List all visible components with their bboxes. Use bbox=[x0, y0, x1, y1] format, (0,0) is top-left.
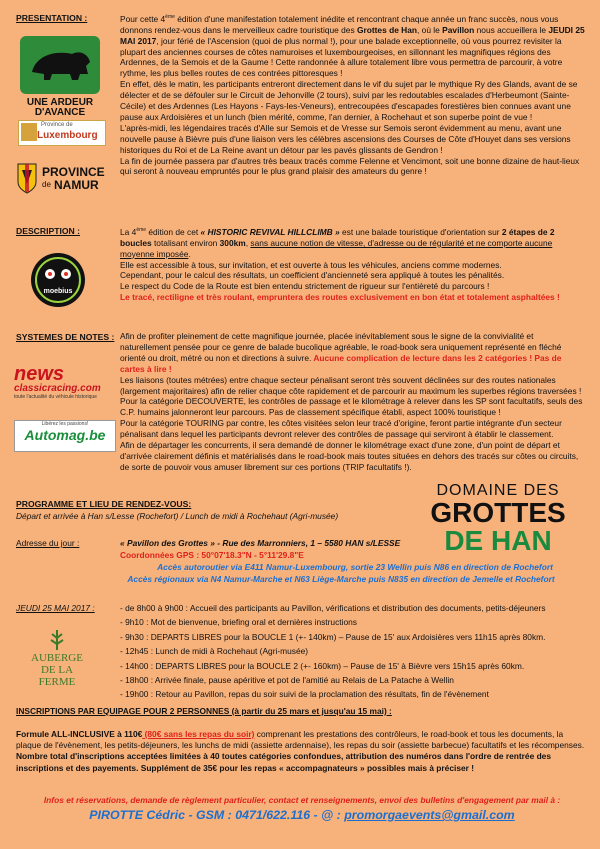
schedule-item: - de 8h00 à 9h00 : Accueil des participants au Pavillon, vérifications et distribution des documents, petits-déjeuners bbox=[120, 603, 546, 613]
presentation-text: Pour cette 4ème édition d'une manifestation totalement inédite et rencontrant chaque année un franc succès, nous vous donnons rendez-vous dans le merveilleux cadre touristique des Grottes de Han, où le Pavillon nous accueillera le JEUDI 25 MAI 2017, jour férié de l'Ascension (quoi de plus normal !), pour une balade exceptionnelle, où vous pourrez revisiter la plupart des anciennes courses de côtes namuroises et luxembourgeoises, en sillonnant les magnifiques régions des Ardennes, de la Semois et de la Gaume ! Cette randonnée à allure totalement libre vous permettra de parcourir, à votre rythme, les plus belles routes de ces contrées pittoresques ! En effet, dès le matin, les participants entreront directement dans le vif du sujet par le mythique Ry des Glands, avant de se délecter et de se défouler sur le Circuit de Jehonville (2 tours), suivi par les redoutables escalades d'Herbeumont (Sainte-Cécile) et des Ardennes (Les Hayons - Fays-les-Veneurs), entrecoupées d'escapades forestières bien connues avant une pause aux Ardoisières et un lunch (bien mérité, comme, l'an dernier, à Rochehaut et son superbe point de vue ! L'après-midi, les légendaires tracés d'Alle sur Semois et de Vresse sur Semois seront évidemment au menu, avant une nouvelle pause à Bièvre puis d'une liaison vers les célèbres ascensions des Courses de Côte d'Houyet dans ses versions historiques du Roi et de La Reine avant un détour par les pavés glissants de Gendron ! La fin de journée passera par d'autres très beaux tracés comme Felenne et Vencimont, soit une bonne dizaine de haut-lieux qui seront à nouveau empruntés pour le plus grand plaisir des amateurs du genre ! bbox=[120, 13, 585, 177]
access-regional: Accès régionaux via N4 Namur-Marche et N63 Liège-Marche puis N835 en direction de Jemelle et Rochefort bbox=[127, 574, 555, 584]
presentation-p2: En effet, dès le matin, les participants entreront directement dans le vif du sujet par le mythique Ry des Glands, avant de se délecter et de se défouler sur le Circuit de Jehonville (2 tours), suivi par les redoutables escalades d'Herbeumont (Sainte-Cécile) et des Ardennes (Les Hayons - Fays-les-Veneurs), entrecoupées d'escapades forestières bien connues avant une pause aux Ardoisières et un lunch (bien mérité, comme, l'an dernier, à Rochehaut et son superbe point de vue ! bbox=[120, 79, 578, 122]
address: « Pavillon des Grottes » - Rue des Marronniers, 1 – 5580 HAN s/LESSE bbox=[120, 538, 401, 548]
footer-contact: PIROTTE Cédric - GSM : 0471/622.116 - @ : promorgaevents@gmail.com bbox=[89, 808, 515, 822]
news-classicracing-logo: news classicracing.com toute l'actualité du véhicule historique bbox=[14, 363, 101, 400]
schedule-item: - 9h30 : DEPARTS LIBRES pour la BOUCLE 1 (+- 140km) – Pause de 15' aux Ardoisières vers 11h15 après 80km. bbox=[120, 631, 546, 642]
namur-shield-icon bbox=[16, 162, 38, 194]
auberge-de-la-ferme-logo: AUBERGE DE LA FERME bbox=[22, 626, 92, 692]
gps-coordinates: Coordonnées GPS : 50°07'18.3"N - 5°11'29.8"E bbox=[120, 550, 304, 560]
event-date-label: JEUDI 25 MAI 2017 : bbox=[16, 603, 95, 613]
programme-title: PROGRAMME ET LIEU DE RENDEZ-VOUS: bbox=[16, 499, 192, 509]
grottes-de-han-logo: DOMAINE DES GROTTES DE HAN bbox=[430, 482, 566, 556]
description-text: La 4ème édition de cet « HISTORIC REVIVAL HILLCLIMB » est une balade touristique d'orientation sur 2 étapes de 2 boucles totalisant environ 300km, sans aucune notion de vitesse, d'adresse ou de régularité et ne comporte aucune moyenne imposée. Elle est accessible à tous, sur invitation, et est ouverte à tous les véhicules, anciens comme modernes. Cependant, pour le calcul des résultats, un coefficient d'ancienneté sera appliqué à toutes les pénalités. Le respect du Code de la Route est bien entendu strictement de rigueur sur l'entièreté du parcours ! Le tracé, rectiligne et très roulant, empruntera des routes exclusivement en bon état et totalement asphaltées ! bbox=[120, 226, 560, 303]
presentation-p4: La fin de journée passera par d'autres très beaux tracés comme Felenne et Vencimont, soit une bonne dizaine de haut-lieux qui seront à nouveau empruntés pour le plus grand plaisir des amateurs du genre ! bbox=[120, 155, 580, 177]
presentation-label: PRESENTATION : bbox=[16, 13, 88, 23]
inscriptions-title: INSCRIPTIONS PAR EQUIPAGE POUR 2 PERSONNES (à partir du 25 mars et jusqu'au 15 mai) : bbox=[16, 706, 392, 716]
description-label: DESCRIPTION : bbox=[16, 226, 80, 236]
automag-logo: Libérez les passions! Automag.be bbox=[14, 420, 116, 452]
inscriptions-text: Formule ALL-INCLUSIVE à 110€ (80€ sans les repas du soir) comprenant les prestations des contrôleurs, le road-book et tous les documents, la plaque de l'évènement, les petits-déjeuners, les lunchs de midi (assiette ardennaise), les repas du soir (assiette barbecue) facultatifs et les récompenses. Nombre total d'inscriptions acceptées limitées à 40 toutes catégories confondues, attribution des numéros dans l'ordre de rentrée des inscriptions et des payements. Supplément de 35€ pour les repas « accompagnateurs » possibles mais à préciser ! bbox=[16, 729, 585, 773]
email-link[interactable]: promorgaevents@gmail.com bbox=[344, 808, 515, 822]
schedule-item: - 14h00 : DEPARTS LIBRES pour la BOUCLE 2 (+- 160km) – Pause de 15' à Bièvre vers 15h15 après 60km. bbox=[120, 660, 525, 671]
schedule-item: - 12h45 : Lunch de midi à Rochehaut (Agri-musée) bbox=[120, 646, 309, 657]
schedule-item: - 9h10 : Mot de bienvenue, briefing oral et dernières instructions bbox=[120, 617, 357, 628]
footer-info: Infos et réservations, demande de règlement particulier, contact et renseignements, envoi des bulletins d'engagement par mail à : bbox=[43, 795, 561, 805]
moebius-logo: moebius bbox=[30, 252, 86, 308]
address-label: Adresse du jour : bbox=[16, 538, 80, 548]
schedule-item: - 19h00 : Retour au Pavillon, repas du soir suivi de la proclamation des résultats, fin de l'évènement bbox=[120, 689, 489, 700]
schedule-list bbox=[120, 603, 590, 704]
ardeur-text: UNE ARDEUR D'AVANCE bbox=[26, 97, 94, 118]
schedule-item: - 18h00 : Arrivée finale, pause apéritive et pot de l'amitié au Relais de La Patache à Wellin bbox=[120, 674, 454, 685]
province-luxembourg-badge: Province de Luxembourg bbox=[18, 120, 106, 146]
ardeur-logo bbox=[14, 34, 106, 146]
presentation-p3: L'après-midi, les légendaires tracés d'Alle sur Semois et de Vresse sur Semois seront évidemment au menu, avant une nouvelle pause à Bièvre puis d'une liaison vers les célèbres ascensions des Courses de Côte d'Houyet dans ses versions historiques du Roi et de La Reine avant un détour par les pavés glissants de Gendron ! bbox=[120, 122, 571, 155]
programme-subtitle: Départ et arrivée à Han s/Lesse (Rochefort) / Lunch de midi à Rochehaut (Agri-musée) bbox=[16, 511, 339, 521]
access-highway: Accès autoroutier via E411 Namur-Luxembourg, sortie 23 Wellin puis N86 en direction de Rochefort bbox=[157, 562, 553, 572]
systemes-text: Afin de profiter pleinement de cette magnifique journée, placée inévitablement sous le signe de la convivialité et naturellement pensée pour ce genre de balade bucolique agréable, le road-book sera uniquement représenté en fléché orienté ou droit, métré ou non et directions à suivre. Aucune complication de lecture dans les 2 catégories ! Pas de cartes à lire ! Les liaisons (toutes métrées) entre chaque secteur pénalisant seront très souvent déclinées sur des routes nationales (largement majoritaires) afin de relier chaque côte rapidement et de parcourir au maximum les superbes régions traversées ! Pour la catégorie DECOUVERTE, les contrôles de passage et le kilométrage à relever dans les SP sont facultatifs, seuls des C.P. humains jalonneront leur parcours. Pas de classement spécifique établi, aspect 100% touristique ! Pour la catégorie TOURING par contre, les côtes visitées selon leur tracé d'origine, feront partie intégrante d'un secteur pénalisant dans lequel les participants devront relever des contrôles de passage qui serviront à établir le classement. Afin de départager les concurrents, il sera demandé de donner le kilométrage exact d'une zone, d'un point de départ et d'arrivée clairement définis et matérialisés dans le road-book mais toutes situées en dehors des tracés sur côtes ou circuits, de sorte de pouvoir vous amuser librement sur ces portions (TRIP facultatifs !). bbox=[120, 331, 583, 472]
wild-boar-icon bbox=[14, 34, 106, 96]
wheat-icon bbox=[22, 626, 92, 650]
moebius-circle-icon bbox=[30, 252, 86, 308]
province-namur-logo: PROVINCE de NAMUR bbox=[16, 162, 110, 196]
systemes-label: SYSTEMES DE NOTES : bbox=[16, 332, 115, 342]
